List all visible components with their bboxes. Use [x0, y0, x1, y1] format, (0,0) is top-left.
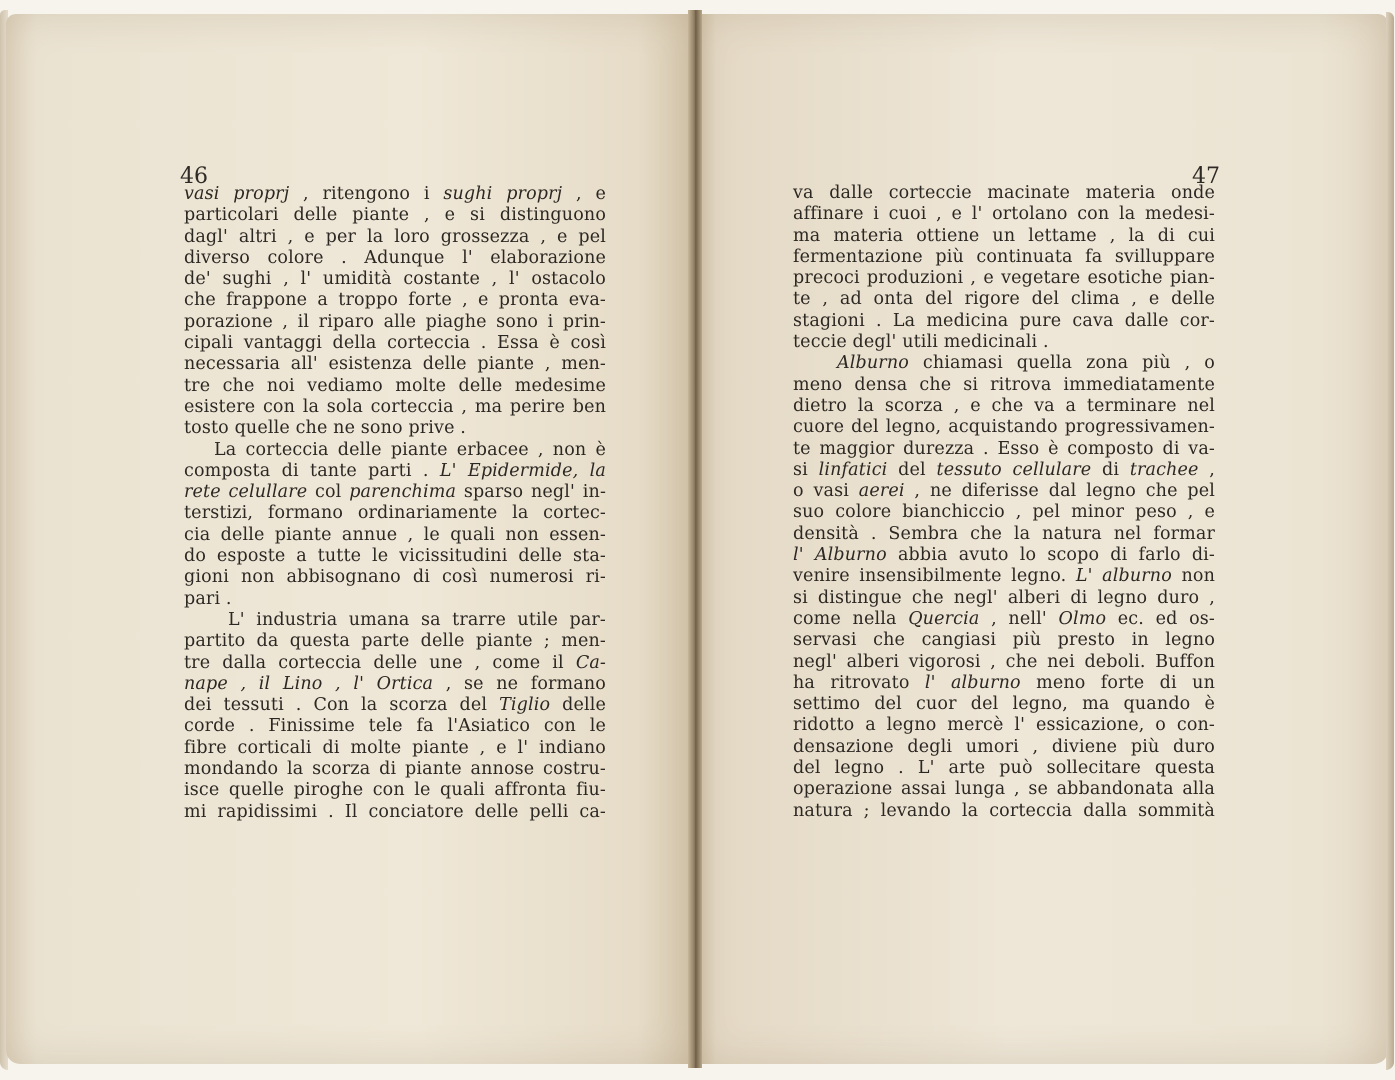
right-page-edge [1386, 12, 1394, 1070]
left-page-text-line: cipali vantaggi della corteccia . Essa è così [184, 333, 606, 354]
right-page-text-line: te maggior durezza . Esso è composto di va- [793, 438, 1215, 459]
right-page-text-line: te , ad onta del rigore del clima , e delle [793, 289, 1215, 310]
right-page-text-line: ridotto a legno mercè l' essicazione, o con- [793, 715, 1215, 736]
left-page-text-line: porazione , il riparo alle piaghe sono i prin- [184, 311, 606, 332]
right-page-text-line: l' Alburno abbia avuto lo scopo di farlo di- [793, 545, 1215, 566]
left-page-text-line: diverso colore . Adunque l' elaborazione [184, 247, 606, 268]
right-page-text-line: Alburno chiamasi quella zona più , o [837, 353, 1215, 374]
right-page-text [793, 183, 1215, 822]
left-page-text-line: gioni non abbisognano di così numerosi ri- [184, 567, 606, 588]
right-page-text-line: va dalle corteccie macinate materia onde [793, 183, 1215, 203]
right-page-text-line: come nella Quercia , nell' Olmo ec. ed os- [793, 608, 1215, 629]
left-page-text-line: composta di tante parti . L' Epidermide, la [184, 460, 606, 481]
left-page-text-line: dei tessuti . Con la scorza del Tiglio delle [184, 695, 606, 716]
right-page-text-line: affinare i cuoi , e l' ortolano con la medesi- [793, 204, 1215, 225]
left-page-text [184, 184, 606, 823]
left-page-text-line: mondando la scorza di piante annose costru- [184, 759, 606, 780]
left-page-text-line: do esposte a tutte le vicissitudini delle sta- [184, 546, 606, 567]
left-page-text-line: de' sughi , l' umidità costante , l' ostacolo [184, 269, 606, 290]
right-page-text-line: servasi che cangiasi più presto in legno [793, 630, 1215, 651]
left-page-text-line: vasi proprj , ritengono i sughi proprj , e [184, 184, 606, 204]
left-page-text-line: L' industria umana sa trarre utile par- [228, 609, 606, 630]
right-page-text-line: operazione assai lunga , se abbandonata alla [793, 779, 1215, 800]
left-page-text-line: rete celullare col parenchima sparso negl' in- [184, 482, 607, 503]
left-page-text-line: tosto quelle che ne sono prive . [184, 418, 467, 439]
left-page-text-line: esistere con la sola corteccia , ma perire ben [184, 396, 606, 417]
left-page-text-line: cia delle piante annue , le quali non essen- [184, 524, 606, 545]
right-page-text-line: natura ; levando la corteccia dalla sommità [793, 800, 1215, 821]
left-page-text-line: particolari delle piante , e si distinguono [184, 205, 606, 226]
left-page-number: 46 [180, 164, 208, 189]
right-page-text-line: ma materia ottiene un lettame , la di cui [793, 225, 1215, 246]
right-page-text-line: densità . Sembra che la natura nel formar [793, 523, 1215, 544]
right-page-text-line: precoci produzioni , e vegetare esotiche pian- [793, 268, 1215, 289]
right-page-text-line: del legno . L' arte può sollecitare questa [793, 758, 1215, 779]
right-page-number: 47 [1192, 164, 1220, 189]
right-page-text-line: dietro la scorza , e che va a terminare nel [793, 395, 1215, 416]
right-page-text-line: venire insensibilmente legno. L' alburno non [793, 566, 1215, 587]
left-page-text-line: corde . Finissime tele fa l'Asiatico con le [184, 716, 606, 737]
left-page-text-line: nape , il Lino , l' Ortica , se ne formano [184, 673, 606, 694]
left-page-text-line: mi rapidissimi . Il conciatore delle pelli ca- [184, 801, 606, 822]
right-page-text-line: si linfatici del tessuto cellulare di trachee , [793, 459, 1215, 480]
left-page-text-line: tre dalla corteccia delle une , come il Ca- [184, 652, 606, 673]
left-page-text-line: fibre corticali di molte piante , e l' indiano [184, 737, 606, 758]
right-page-text-line: teccie degl' utili medicinali . [793, 332, 1049, 353]
left-page-text-line: tre che noi vediamo molte delle medesime [184, 375, 606, 396]
left-page-text-line: pari . [184, 588, 232, 609]
book-gutter [688, 10, 702, 1068]
right-page-text-line: si distingue che negl' alberi di legno duro , [793, 587, 1215, 608]
left-page-text-line: terstizi, formano ordinariamente la cortec- [184, 503, 606, 524]
left-page-text-line: isce quelle piroghe con le quali affronta fiu- [184, 780, 606, 801]
left-page-text-line: dagl' altri , e per la loro grossezza , e pel [184, 226, 606, 247]
right-page-text-line: suo colore bianchiccio , pel minor peso , e [793, 502, 1215, 523]
left-page-text-line: necessaria all' esistenza delle piante , men- [184, 354, 606, 375]
right-page-text-line: settimo del cuor del legno, ma quando è [793, 694, 1215, 715]
right-page-text-line: o vasi aerei , ne diferisse dal legno che pel [793, 481, 1215, 502]
right-page-text-line: cuore del legno, acquistando progressivamen- [793, 417, 1215, 438]
right-page-text-line: densazione degli umori , diviene più duro [793, 736, 1215, 757]
left-page-text-line: La corteccia delle piante erbacee , non è [214, 439, 606, 460]
left-page-text-line: partito da questa parte delle piante ; men- [184, 631, 606, 652]
right-page-text-line: stagioni . La medicina pure cava dalle cor- [793, 310, 1215, 331]
right-page-text-line: negl' alberi vigorosi , che nei deboli. Buffon [793, 651, 1215, 672]
right-page-text-line: ha ritrovato l' alburno meno forte di un [793, 672, 1215, 693]
right-page-text-line: meno densa che si ritrova immediatamente [793, 374, 1215, 395]
right-page-text-line: fermentazione più continuata fa svilluppare [793, 246, 1215, 267]
left-page-text-line: che frappone a troppo forte , e pronta eva- [184, 290, 606, 311]
